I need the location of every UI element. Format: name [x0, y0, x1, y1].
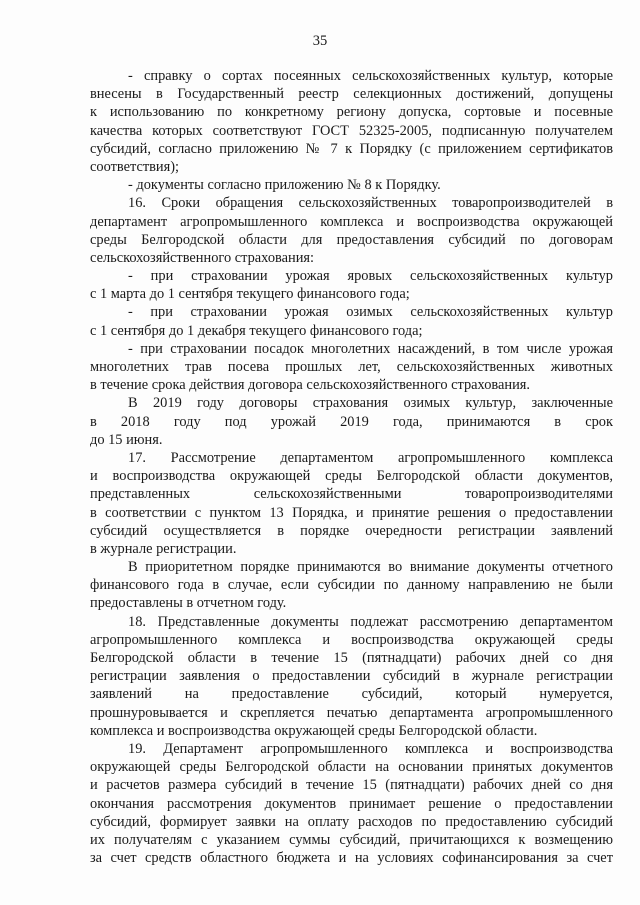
document-body	[90, 67, 613, 867]
text-line: агропромышленного комплекса и воспроизводства окружающей среды	[90, 631, 613, 648]
text-line: представленных сельскохозяйственными товаропроизводителями	[90, 486, 613, 503]
text-line: субсидий, согласно приложению № 7 к Порядку (с приложением сертификатов	[90, 140, 613, 157]
text-line: предоставлены в отчетном году.	[90, 595, 287, 612]
text-line: до 15 июня.	[90, 431, 163, 448]
text-line: прошнуровывается и скрепляется печатью департамента агропромышленного	[90, 704, 613, 721]
text-line: с 1 сентября до 1 декабря текущего финансового года;	[90, 322, 423, 339]
text-line: комплекса и воспроизводства окружающей среды Белгородской области.	[90, 722, 538, 739]
text-line: В приоритетном порядке принимаются во внимание документы отчетного	[128, 559, 613, 576]
text-line: и воспроизводства окружающей среды Белгородской области документов,	[90, 468, 613, 485]
text-line: 18. Представленные документы подлежат рассмотрению департаментом	[128, 613, 613, 630]
text-line: в соответствии с пунктом 13 Порядка, и принятие решения о предоставлении	[90, 504, 613, 521]
text-line: их получателям с указанием суммы субсидий, причитающихся к возмещению	[90, 831, 613, 848]
text-line: окончания рассмотрения документов принимает решение о предоставлении	[90, 795, 613, 812]
text-line: финансового года в случае, если субсидии по данному направлению не были	[90, 577, 613, 594]
text-line: В 2019 году договоры страхования озимых культур, заключенные	[128, 395, 613, 412]
text-line: - при страховании урожая озимых сельскохозяйственных культур	[128, 304, 613, 321]
text-line: среды Белгородской области для предоставления субсидий по договорам	[90, 231, 613, 248]
text-line: 17. Рассмотрение департаментом агропромышленного комплекса	[128, 449, 613, 466]
text-line: с 1 марта до 1 сентября текущего финансового года;	[90, 286, 410, 303]
text-line: окружающей среды Белгородской области на основании принятых документов	[90, 759, 613, 776]
text-line: в 2018 году под урожай 2019 года, принимаются в срок	[90, 413, 613, 430]
text-line: в течение срока действия договора сельскохозяйственного страхования.	[90, 377, 531, 394]
page-number: 35	[312, 33, 328, 49]
text-line: качества которых соответствуют ГОСТ 52325-2005, подписанную получателем	[90, 122, 613, 139]
text-line: к использованию по конкретному региону допуска, сортовые и посевные	[90, 104, 613, 121]
text-line: - при страховании посадок многолетних насаждений, в том числе урожая	[128, 340, 613, 357]
text-line: и расчетов размера субсидий в течение 15 (пятнадцати) рабочих дней со дня	[90, 777, 613, 794]
text-line: соответствия);	[90, 158, 180, 175]
text-line: - документы согласно приложению № 8 к Порядку.	[128, 177, 441, 194]
text-line: в журнале регистрации.	[90, 540, 237, 557]
text-line: заявлений на предоставление субсидий, который нумеруется,	[90, 686, 613, 703]
text-line: внесены в Государственный реестр селекционных достижений, допущены	[90, 86, 613, 103]
text-line: регистрации заявления о предоставлении субсидий в журнале регистрации	[90, 668, 613, 685]
text-line: 19. Департамент агропромышленного комплекса и воспроизводства	[128, 740, 613, 757]
text-line: - при страховании урожая яровых сельскохозяйственных культур	[128, 268, 613, 285]
text-line: сельскохозяйственного страхования:	[90, 249, 315, 266]
text-line: за счет средств областного бюджета и на условиях софинансирования за счет	[90, 850, 613, 867]
text-line: - справку о сортах посеянных сельскохозяйственных культур, которые	[128, 68, 613, 84]
text-line: многолетних трав посева прошлых лет, сельскохозяйственных животных	[90, 359, 613, 375]
text-line: 16. Сроки обращения сельскохозяйственных товаропроизводителей в	[128, 195, 613, 212]
text-line: субсидий, формирует заявки на оплату расходов по предоставлению субсидий	[90, 813, 613, 830]
text-line: департамент агропромышленного комплекса и воспроизводства окружающей	[90, 213, 613, 230]
text-line: субсидий осуществляется в порядке очередности регистрации заявлений	[90, 522, 613, 539]
text-line: Белгородской области в течение 15 (пятнадцати) рабочих дней со дня	[90, 650, 613, 666]
